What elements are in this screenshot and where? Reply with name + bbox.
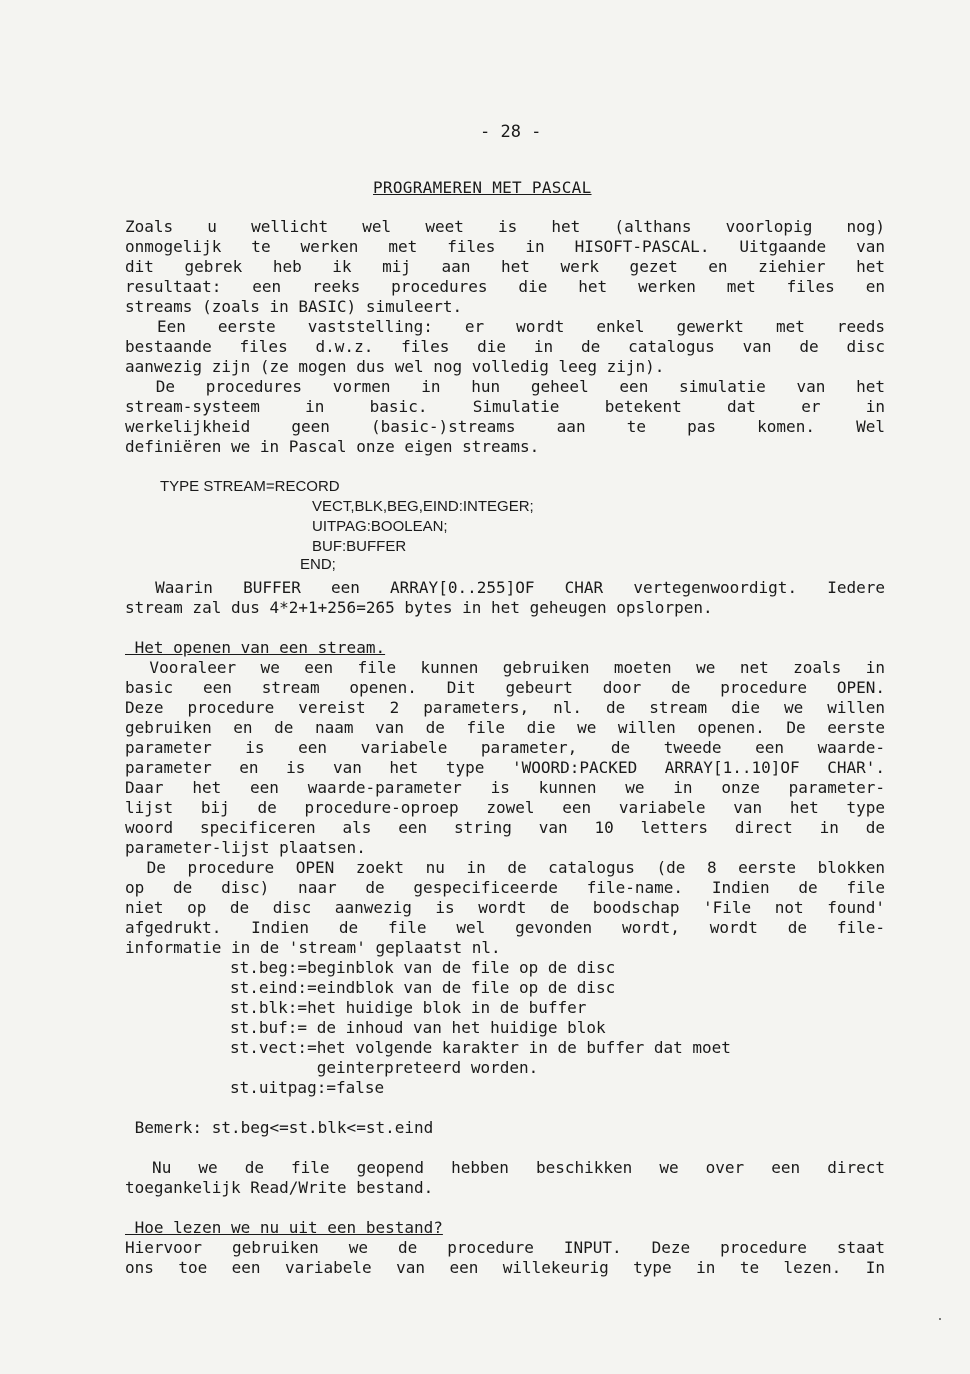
paper-speck [939,1318,941,1320]
text-line: parameter-lijst plaatsen. [125,838,366,857]
text-line: ons toe een variabele van een willekeurig type in te lezen. In [125,1258,885,1277]
text-line: parameter en is van het type 'WOORD:PACKED ARRAY[1..10]OF CHAR'. [125,758,885,777]
code-line: UITPAG:BOOLEAN; [312,518,448,535]
text-line: Hiervoor gebruiken we de procedure INPUT. Deze procedure staat [125,1238,885,1257]
code-line: END; [300,556,336,573]
text-line: toegankelijk Read/Write bestand. [125,1178,434,1197]
page-number: - 28 - [480,122,542,142]
text-line: afgedrukt. Indien de file wel gevonden wordt, wordt de file- [125,918,885,937]
text-line: stream-systeem in basic. Simulatie betekent dat er in [125,397,885,416]
text-line: lijst bij de procedure-oproep zowel een variabele van het type [125,798,885,817]
text-line: definiëren we in Pascal onze eigen streams. [125,437,540,456]
page-title: PROGRAMEREN MET PASCAL [373,178,592,197]
text-line: Zoals u wellicht wel weet is het (althans voorlopig nog) [125,217,885,236]
code-line: TYPE STREAM=RECORD [160,478,340,495]
text-line: Daar het een waarde-parameter is kunnen we in onze parameter- [125,778,885,797]
assignment-line: st.beg:=beginblok van de file op de disc [230,958,616,977]
text-line: streams (zoals in BASIC) simuleert. [125,297,463,316]
text-line: onmogelijk te werken met files in HISOFT-PASCAL. Uitgaande van [125,237,885,256]
text-line: Vooraleer we een file kunnen gebruiken moeten we net zoals in [125,658,885,677]
text-line: basic een stream openen. Dit gebeurt door de procedure OPEN. [125,678,885,697]
section-heading: Het openen van een stream. [125,638,386,657]
text-line: Nu we de file geopend hebben beschikken we over een direct [125,1158,885,1177]
assignment-line: geinterpreteerd worden. [230,1058,539,1077]
text-line: parameter is een variabele parameter, de tweede een waarde- [125,738,885,757]
assignment-line: st.uitpag:=false [230,1078,385,1097]
text-line: gebruiken en de naam van de file die we willen openen. De eerste [125,718,885,737]
assignment-line: st.buf:= de inhoud van het huidige blok [230,1018,606,1037]
assignment-line: st.vect:=het volgende karakter in de buffer dat moet [230,1038,731,1057]
assignment-line: st.blk:=het huidige blok in de buffer [230,998,587,1017]
text-line: op de disc) naar de gespecificeerde file-name. Indien de file [125,878,885,897]
text-line: resultaat: een reeks procedures die het werken met files en [125,277,885,296]
text-line: aanwezig zijn (ze mogen dus wel nog volledig leeg zijn). [125,357,665,376]
text-line: niet op de disc aanwezig is wordt de boodschap 'File not found' [125,898,885,917]
text-line: informatie in de 'stream' geplaatst nl. [125,938,501,957]
text-line: Deze procedure vereist 2 parameters, nl. de stream die we willen [125,698,885,717]
text-line: Een eerste vaststelling: er wordt enkel gewerkt met reeds [125,317,885,336]
assignment-line: st.eind:=eindblok van de file op de disc [230,978,616,997]
section-heading: Hoe lezen we nu uit een bestand? [125,1218,443,1237]
text-line: De procedures vormen in hun geheel een simulatie van het [125,377,885,396]
remark-line: Bemerk: st.beg<=st.blk<=st.eind [125,1118,434,1137]
text-line: werkelijkheid geen (basic-)streams aan te pas komen. Wel [125,417,885,436]
text-line: dit gebrek heb ik mij aan het werk gezet en ziehier het [125,257,885,276]
code-line: BUF:BUFFER [312,538,407,555]
code-line: VECT,BLK,BEG,EIND:INTEGER; [312,498,534,515]
text-line: bestaande files d.w.z. files die in de catalogus van de disc [125,337,885,356]
text-line: stream zal dus 4*2+1+256=265 bytes in het geheugen opslorpen. [125,598,713,617]
text-line: woord specificeren als een string van 10 letters direct in de [125,818,885,837]
text-line: Waarin BUFFER een ARRAY[0..255]OF CHAR vertegenwoordigt. Iedere [125,578,885,597]
text-line: De procedure OPEN zoekt nu in de catalogus (de 8 eerste blokken [125,858,885,877]
